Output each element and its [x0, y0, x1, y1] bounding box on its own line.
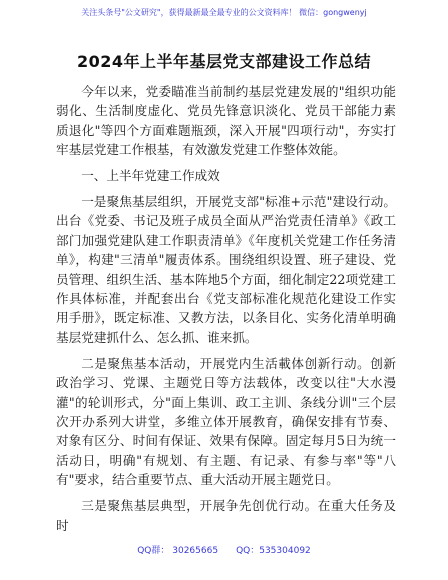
footer-qq-group: QQ群： 30265665 [137, 546, 219, 556]
footer-contact [0, 545, 448, 557]
footer-qq: QQ：535304092 [236, 546, 311, 556]
paragraph-first: 一是聚焦基层组织，开展党支部"标准+示范"建设行动。出台《党委、书记及班子成员全面从严治党责任清单》《政工部门加强党建队建工作职责清单》《年度机关党建工作任务清单》，构建"三清单"履责体系。围绕组织设置、班子建设、党员管理、组织生活、基本阵地5个方面，细化制定22项党建工作具体标准，并配套出台《党支部标准化规范化建设工作实用手册》，既定标准、又教方法，以条目化、实务化清单明确基层党建抓什么、怎么抓、谁来抓。 [56, 194, 396, 345]
document-title: 2024年上半年基层党支部建设工作总结 [76, 52, 372, 71]
paragraph-intro: 今年以来，党委瞄准当前制约基层党建发展的"组织功能弱化、生活制度虚化、党员先锋意识淡化、党员干部能力素质退化"等四个方面难题瓶颈，深入开展"四项行动"，夯实打牢基层党建工作根基，有效激发党建工作整体效能。 [56, 84, 396, 158]
paragraph-third: 三是聚焦基层典型，开展争先创优行动。在重大任务及时 [56, 498, 396, 533]
document-body [56, 82, 396, 541]
paragraph-second: 二是聚焦基本活动，开展党内生活載体创新行动。创新政治学习、党课、主题党日等方法载体，改变以往"大水漫灌"的轮训形式，分"面上集训、政工主训、条线分训"三个层次开办系列大讲堂，多维立体开展教育，确保安排有节奏、对象有区分、时间有保证、效果有保障。固定每月5日为统一活动日，明确"有规划、有主题、有记录、有参与率"等"八有"要求，结合重要节点、重大活动开展主题党日。 [56, 355, 396, 488]
top-banner: 关注头条号"公文研究"，获得最新最全最专业的公文资料库！ 微信：gongwenyj [81, 8, 367, 17]
section-heading: 一、上半年党建工作成效 [81, 168, 220, 184]
